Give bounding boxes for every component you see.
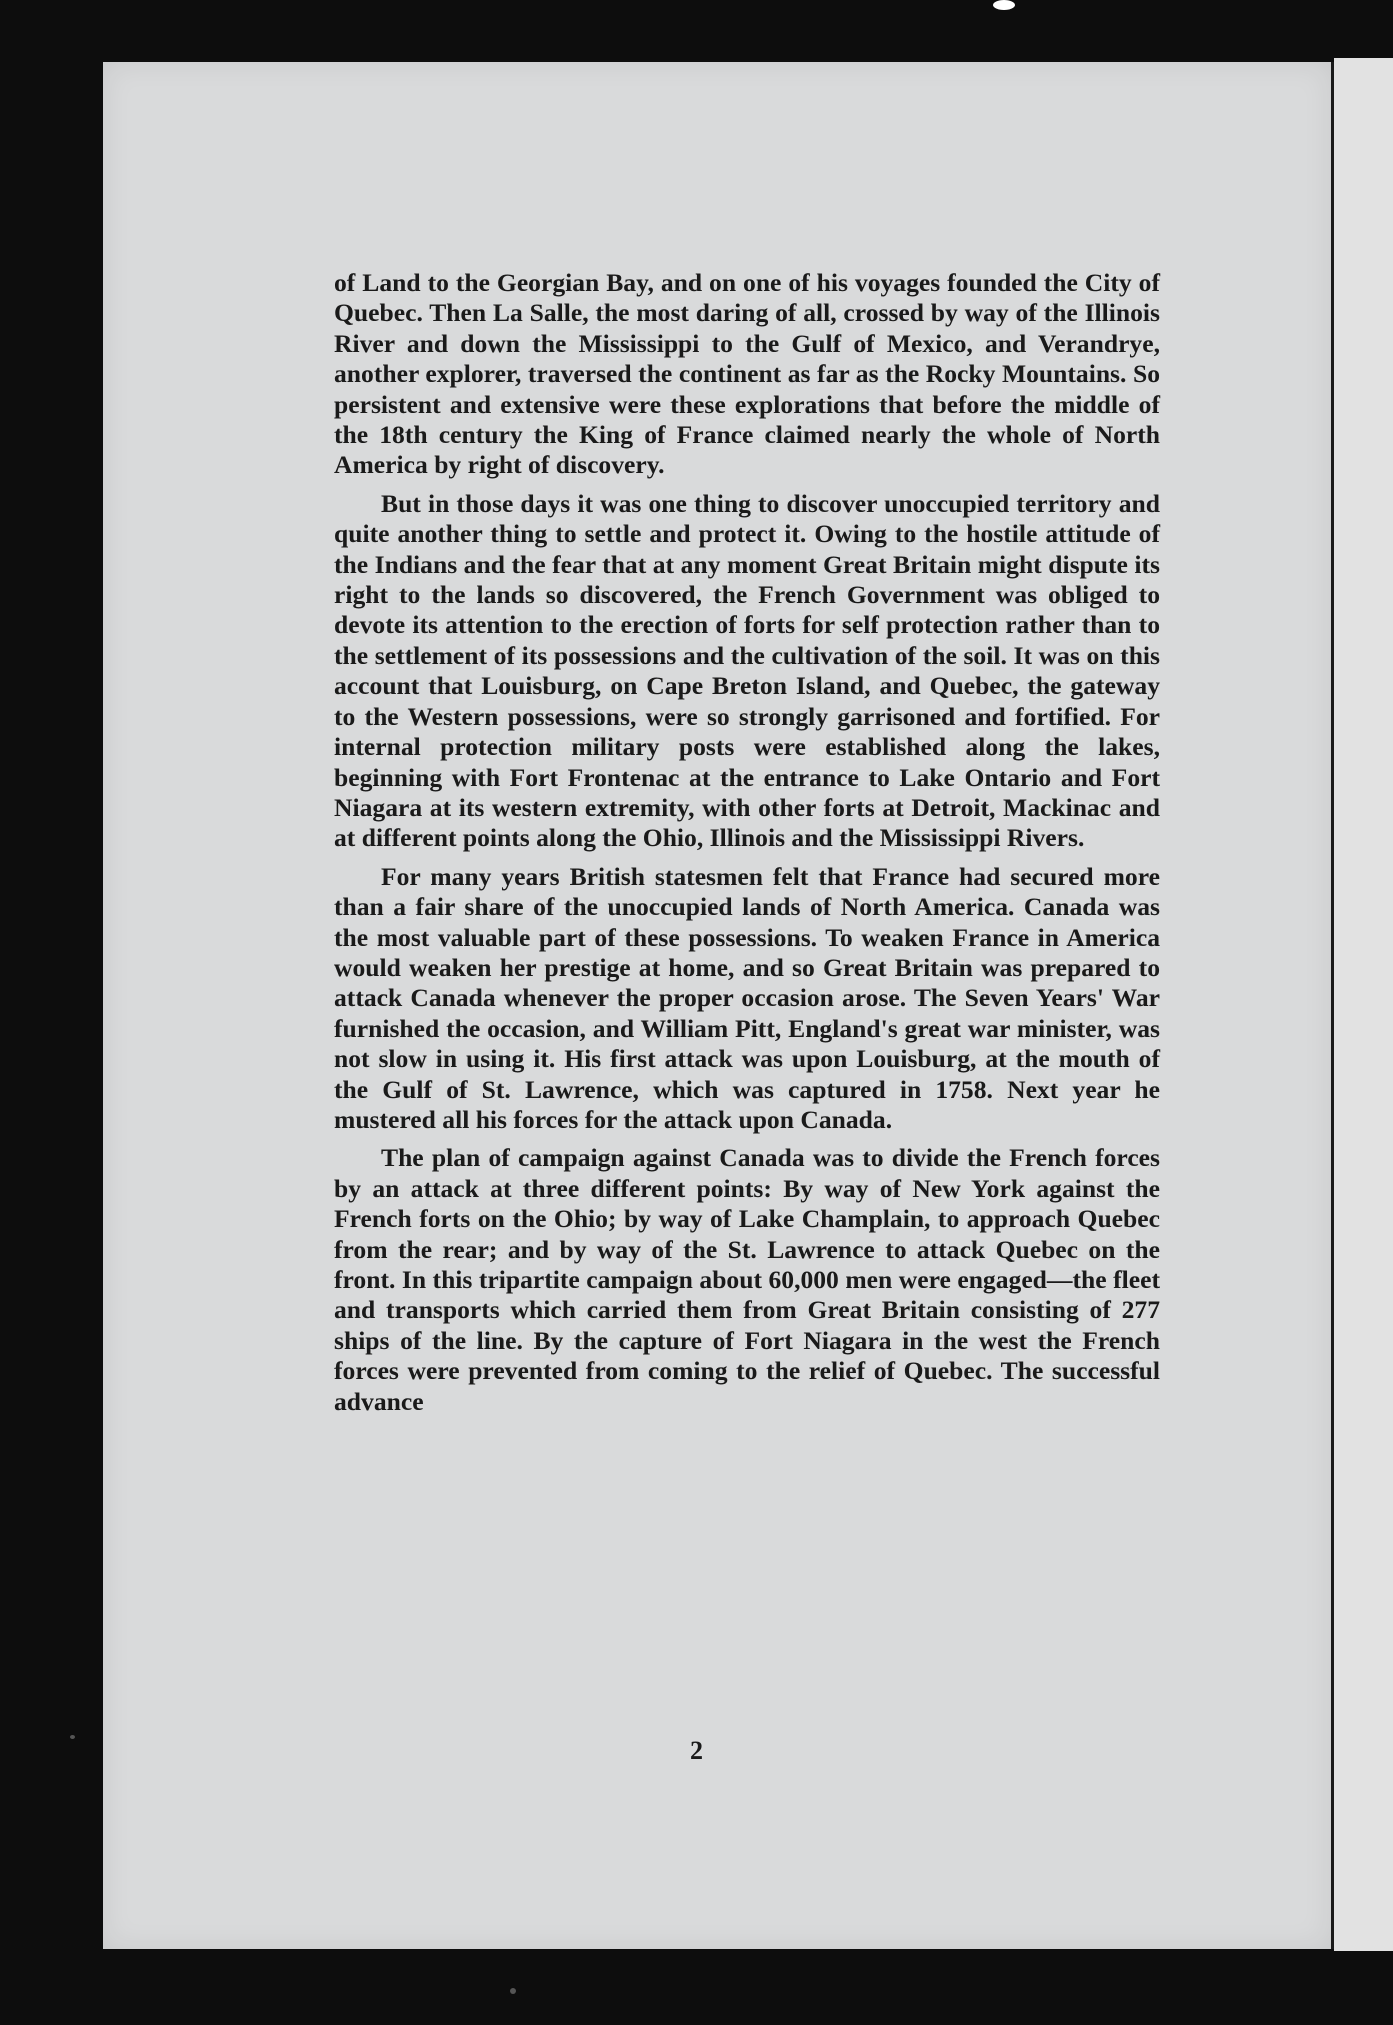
scan-speck (993, 0, 1015, 10)
page-number: 2 (690, 1736, 703, 1765)
scan-speck (510, 1988, 516, 1994)
paragraph: But in those days it was one thing to discover unoccupied territory and quite another thing to settle and protect it. Owing to the hostile attitude of the Indians and the fear that at any moment Great Britain might dispute its right to the lands so discovered, the French Government was obliged to devote its attention to the erection of forts for self protection rather than to the settlement of its possessions and the cultivation of the soil. It was on this account that Louisburg, on Cape Breton Island, and Quebec, the gateway to the Western possessions, were so strongly garrisoned and fortified. For internal protection military posts were established along the lakes, beginning with Fort Frontenac at the entrance to Lake Ontario and Fort Niagara at its western extremity, with other forts at Detroit, Mackinac and at different points along the Ohio, Illinois and the Mississippi Rivers. (334, 488, 1160, 853)
body-text (334, 268, 1160, 1425)
paragraph: The plan of campaign against Canada was to divide the French forces by an attack at three different points: By way of New York against the French forts on the Ohio; by way of Lake Champlain, to approach Quebec from the rear; and by way of the St. Lawrence to attack Quebec on the front. In this tripartite campaign about 60,000 men were engaged—the fleet and transports which carried them from Great Britain consisting of 277 ships of the line. By the capture of Fort Niagara in the west the French forces were prevented from coming to the relief of Quebec. The successful advance (334, 1143, 1160, 1416)
adjacent-page-edge (1334, 58, 1393, 1951)
paragraph: For many years British statesmen felt that France had secured more than a fair share of the unoccupied lands of North America. Canada was the most valuable part of these possessions. To weaken France in America would weaken her prestige at home, and so Great Britain was prepared to attack Canada whenever the proper occasion arose. The Seven Years' War furnished the occasion, and William Pitt, England's great war minister, was not slow in using it. His first attack was upon Louisburg, at the mouth of the Gulf of St. Lawrence, which was captured in 1758. Next year he mustered all his forces for the attack upon Canada. (334, 861, 1160, 1134)
paragraph: of Land to the Georgian Bay, and on one of his voyages founded the City of Quebec. Then La Salle, the most daring of all, crossed by way of the Illinois River and down the Mississippi to the Gulf of Mexico, and Verandrye, another explorer, traversed the continent as far as the Rocky Mountains. So persistent and extensive were these explorations that before the middle of the 18th century the King of France claimed nearly the whole of North America by right of discovery. (334, 268, 1160, 480)
